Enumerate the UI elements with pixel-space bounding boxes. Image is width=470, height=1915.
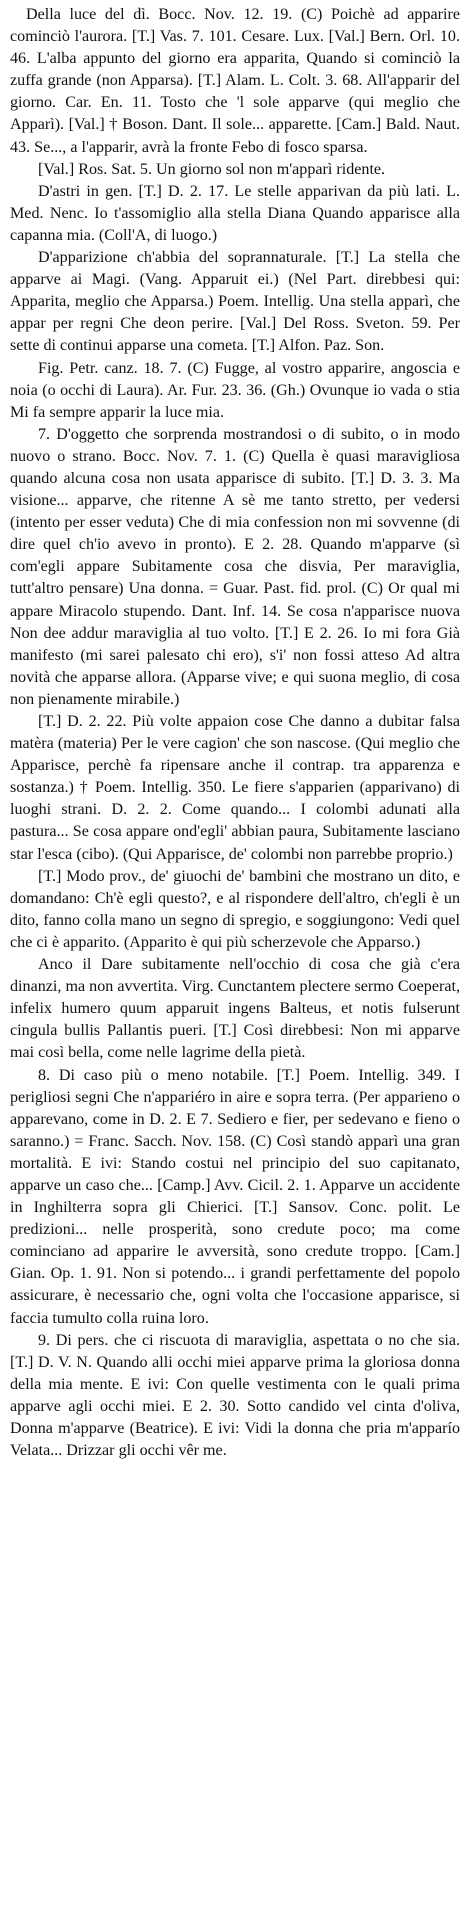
entry-paragraph-10: 8. Di caso più o meno notabile. [T.] Poem. Intellig. 349. I perigliosi segni Che n'appariéro in aire e sopra terra. (Per apparieno o apparevano, come in D. 2. E 7. Sediero e fier, per sedevano e fieno o saranno.) = Franc. Sacch. Nov. 158. (C) Così standò apparì una gran mortalità. E ivi: Stando costui nel principio del suo capitanato, apparve un caso che... [Camp.] Avv. Cicil. 2. 1. Apparve un accidente in Inghilterra sopra gli Chierici. [T.] Sansov. Conc. polit. Le predizioni... nelle prosperità, sono credute poco; ma come cominciano ad apparire le avversità, sono credute troppo. [Cam.] Gian. Op. 1. 91. Non si potendo... i grandi perfettamente del popolo assicurare, è necessario che, ogni volta che l'occasione apparisce, si faccia tumulto colla ruina loro. — [10, 1066, 460, 1327]
entry-paragraph-9: Anco il Dare subitamente nell'occhio di cosa che già c'era dinanzi, ma non avvertita. Virg. Cunctantem plectere sermo Coeperat, infelix humero quum apparuit ingens Balteus, et notis fulserunt cingula bullis Pallantis pueri. [T.] Così direbbesi: Non mi apparve mai così bella, come nelle lagrime della pietà. — [10, 956, 460, 1062]
entry-paragraph-6: 7. D'oggetto che sorprenda mostrandosi o di subito, o in modo nuovo o strano. Bocc. Nov. 7. 1. (C) Quella è quasi maravigliosa quando alcuna cosa non usata apparisce di subito. [T.] D. 3. 3. Ma visione... apparve, che ritenne A sè me tanto stretto, per vedersi (intento per esser veduta) Che di mia confession non mi sovvenne (di dire quel ch'io avevo in pronto). E 2. 28. Quando m'apparve (sì com'egli appare Subitamente cosa che disvia, Per maraviglia, tutt'altro pensare) Una donna. = Guar. Past. fid. prol. (C) Or qual mi appare Miracolo stupendo. Dant. Inf. 14. Se cosa n'apparisce nuova Non dee addur maraviglia al tuo volto. [T.] E 2. 26. Io mi fora Già manifesto (mi sarei palesato chi ero), s'i' non fossi atteso Ad altra novità che apparse allora. (Apparse vive; e qui suona meglio, di cosa non pienamente mirabile.) — [10, 425, 460, 708]
entry-paragraph-2: [Val.] Ros. Sat. 5. Un giorno sol non m'apparì ridente. — [38, 160, 386, 178]
entry-paragraph-4: D'apparizione ch'abbia del soprannaturale. [T.] La stella che apparve ai Magi. (Vang. Apparuit ei.) (Nel Part. direbbesi qui: Apparita, meglio che Apparsa.) Poem. Intellig. Una stella apparì, che appar per regni Che deon perire. [Val.] Del Ross. Sveton. 59. Per sette di continui apparse una cometa. [T.] Alfon. Paz. Son. — [10, 249, 460, 355]
entry-paragraph-5: Fig. Petr. canz. 18. 7. (C) Fugge, al vostro apparire, angoscia e noia (o occhi di Laura). Ar. Fur. 23. 36. (Gh.) Ovunque io vada o stia Mi fa sempre apparir la luce mia. — [10, 359, 460, 421]
entry-paragraph-8: [T.] Modo prov., de' giuochi de' bambini che mostrano un dito, e domandano: Ch'è egli questo?, e al rispondere dell'altro, ch'egli è un dito, fanno colla mano un segno di spregio, e soggiungono: Vedi quel che ci è apparito. (Apparito è qui più scherzevole che Apparso.) — [10, 867, 460, 951]
entry-paragraph-1: Della luce del dì. Bocc. Nov. 12. 19. (C) Poichè ad apparire cominciò l'aurora. [T.] Vas. 7. 101. Cesare. Lux. [Val.] Bern. Orl. 10. 46. L'alba appunto del giorno era apparita, Quando si cominciò la zuffa grande (non Apparsa). [T.] Alam. L. Colt. 3. 68. All'apparir del giorno. Car. En. 11. Tosto che 'l sole apparve (qui meglio che Apparì). [Val.] † Boson. Dant. Il sole... apparette. [Cam.] Bald. Naut. 43. Se..., a l'apparir, avrà la fronte Febo di fosco sparsa. — [10, 6, 460, 156]
entry-paragraph-3: D'astri in gen. [T.] D. 2. 17. Le stelle apparivan da più lati. L. Med. Nenc. Io t'assomiglio alla stella Diana Quando apparisce alla capanna mia. (Coll'A, di luogo.) — [10, 182, 460, 244]
entry-paragraph-11: 9. Di pers. che ci riscuota di maraviglia, aspettata o no che sia. [T.] D. V. N. Quando alli occhi miei apparve prima la gloriosa donna della mia mente. E ivi: Con quelle vestimenta con le quali prima apparve agli occhi miei. E 2. 30. Sotto candido vel cinta d'oliva, Donna m'apparve (Beatrice). E ivi: Vidi la donna che pria m'apparío Velata... Drizzar gli occhi vêr me. — [10, 1331, 460, 1460]
entry-paragraph-7: [T.] D. 2. 22. Più volte appaion cose Che danno a dubitar falsa matèra (materia) Per le vere cagion' che son nascose. (Qui meglio che Apparisce, perchè fa ripensare anche il contrap. tra apparenza e sostanza.) † Poem. Intellig. 350. Le fiere s'apparien (apparivano) di luoghi strani. D. 2. 2. Come quando... I colombi adunati alla pastura... Se cosa appare ond'egli' abbian paura, Subitamente lasciano star l'esca (cibo). (Qui Apparisce, de' colombi non parrebbe proprio.) — [10, 713, 460, 863]
